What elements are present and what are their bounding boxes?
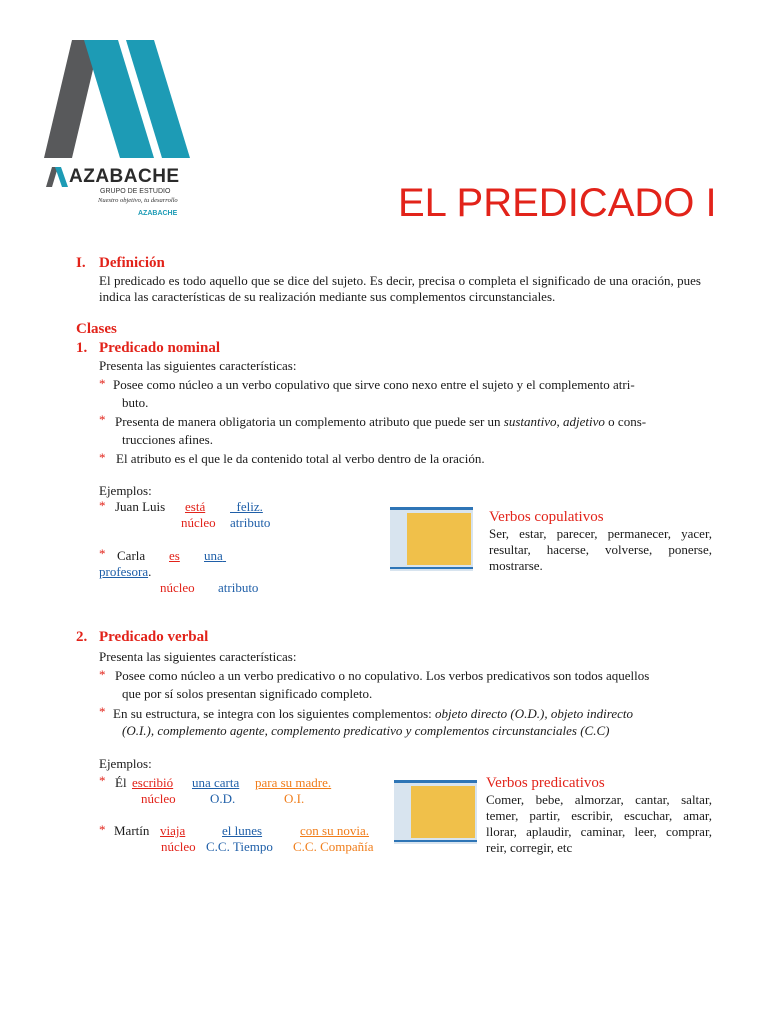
bullet-text: trucciones afines. (122, 432, 213, 447)
example-od: una carta (192, 775, 240, 790)
bullet-text: Posee como núcleo a un verbo predicativo o no copulativo. Los verbos predicativos son todos aquellos (115, 668, 650, 683)
example-oi: para su madre. (255, 775, 332, 790)
bullet-text: El atributo es el que le da contenido total al verbo dentro de la oración. (116, 451, 485, 466)
bullet-text: que por sí solos presentan significado completo. (122, 686, 373, 701)
example-subject: Él (115, 775, 127, 790)
bullet-text (113, 706, 633, 722)
azabache-logo-mark (42, 36, 192, 161)
definition-text: El predicado es todo aquello que se dice del sujeto. Es decir, precisa o completa el significado de una oración, pues indica las características de su realización mediante sus complementos circunstanciales. (99, 273, 701, 304)
logo-small-a-icon (46, 167, 68, 187)
page-title: EL PREDICADO I (398, 181, 717, 225)
asterisk-icon: * (99, 376, 106, 391)
example-attribute (204, 548, 226, 564)
label-atributo: atributo (218, 580, 259, 595)
logo-small-brand: AZABACHE (138, 210, 178, 217)
asterisk-icon: * (99, 546, 106, 561)
logo-brand: AZABACHE (46, 166, 180, 188)
label-atributo: atributo (230, 515, 271, 530)
examples-label: Ejemplos: (99, 756, 152, 771)
example-verb: está (185, 499, 206, 514)
asterisk-icon: * (99, 773, 106, 788)
predicative-box-text: Comer, bebe, almorzar, cantar, saltar, temer, partir, escribir, escuchar, amar, llorar, aplaudir, caminar, leer, comprar, reir, corregir, etc (486, 792, 712, 855)
intro-text: Presenta las siguientes características: (99, 649, 297, 664)
predicative-box-graphic (394, 780, 477, 844)
label-cc-compania: C.C. Compañía (293, 839, 374, 854)
example-attribute-text: feliz. (236, 499, 263, 514)
logo-subtitle: GRUPO DE ESTUDIO (100, 188, 171, 195)
emphasis: adjetivo (563, 414, 605, 429)
emphasis: objeto directo (O.D.), objeto indirecto (435, 706, 634, 721)
asterisk-icon: * (99, 667, 106, 682)
example-attribute-text: profesora (99, 564, 149, 579)
asterisk-icon: * (99, 704, 106, 719)
label-cc-tiempo: C.C. Tiempo (206, 839, 273, 854)
label-oi: O.I. (284, 791, 305, 806)
bullet-text: (O.I.), complemento agente, complemento predicativo y complementos circunstanciales (C.C) (122, 723, 610, 738)
section-heading: Predicado nominal (99, 340, 220, 356)
label-nucleo: núcleo (160, 580, 195, 595)
section-number: I. (76, 255, 86, 271)
clases-heading: Clases (76, 321, 117, 337)
example-subject: Carla (117, 548, 146, 563)
asterisk-icon: * (99, 498, 106, 513)
example-verb: viaja (160, 823, 186, 838)
intro-text: Presenta las siguientes características: (99, 358, 297, 373)
examples-label: Ejemplos: (99, 483, 152, 498)
bullet-text-part: Presenta de manera obligatoria un complemento atributo que puede ser un (115, 414, 504, 429)
example-verb: escribió (132, 775, 174, 790)
label-nucleo: núcleo (161, 839, 196, 854)
bullet-text (115, 414, 646, 430)
emphasis: sustantivo (503, 414, 557, 429)
example-period: . (148, 564, 152, 579)
example-attribute (230, 499, 263, 515)
example-cc-tiempo: el lunes (222, 823, 263, 838)
copulative-box-graphic (390, 507, 473, 571)
example-attribute-line2 (99, 564, 151, 580)
logo (40, 36, 200, 226)
bullet-text: buto. (122, 395, 149, 410)
example-cc-compania: con su novia. (300, 823, 369, 838)
bullet-text-part: o cons- (604, 414, 647, 429)
asterisk-icon: * (99, 450, 106, 465)
section-number: 2. (76, 629, 88, 645)
label-nucleo: núcleo (181, 515, 216, 530)
bullet-text-part: En su estructura, se integra con los siguientes complementos: (113, 706, 436, 721)
section-number: 1. (76, 340, 88, 356)
section-heading: Definición (99, 255, 165, 271)
example-attribute-text: una (204, 548, 223, 563)
bullet-text-part: , (556, 414, 564, 429)
asterisk-icon: * (99, 412, 106, 427)
asterisk-icon: * (99, 822, 106, 837)
predicative-box-title: Verbos predicativos (486, 775, 605, 791)
example-subject: Juan Luis (115, 499, 166, 514)
example-verb: es (169, 548, 180, 563)
copulative-box-title: Verbos copulativos (489, 509, 604, 525)
bullet-text: Posee como núcleo a un verbo copulativo que sirve cono nexo entre el sujeto y el complemento atri- (113, 377, 635, 392)
copulative-box-text: Ser, estar, parecer, permanecer, yacer, resultar, hacerse, volverse, ponerse, mostrarse. (489, 526, 712, 573)
label-nucleo: núcleo (141, 791, 176, 806)
section-heading: Predicado verbal (99, 629, 209, 645)
logo-slogan: Nuestro objetivo, tu desarrollo (98, 197, 178, 204)
example-subject: Martín (114, 823, 150, 838)
label-od: O.D. (210, 791, 236, 806)
